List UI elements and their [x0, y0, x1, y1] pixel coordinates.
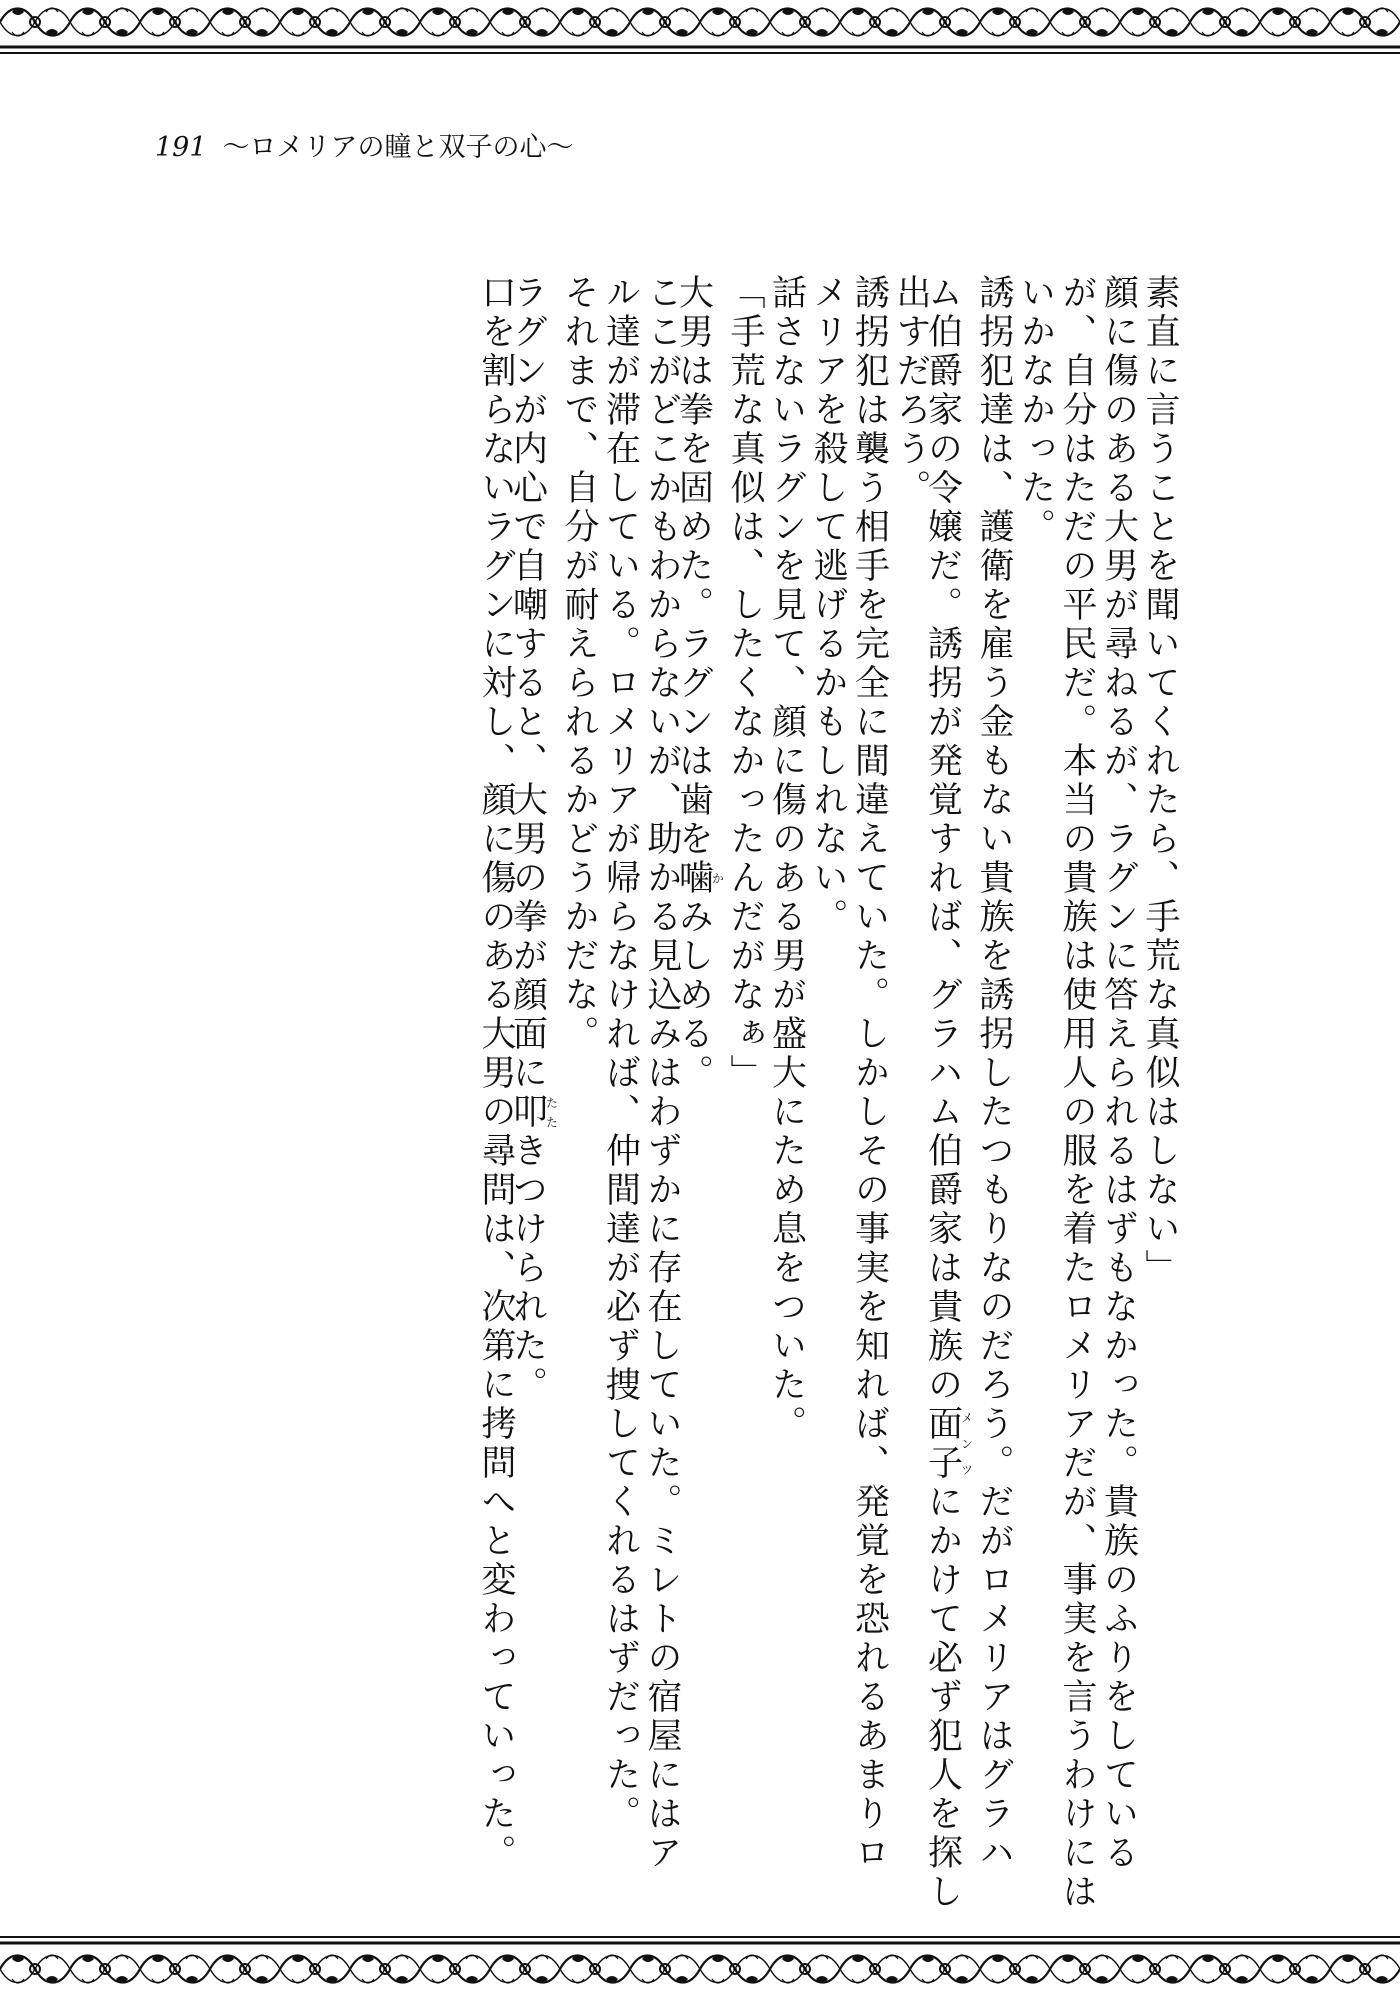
text-line: メリアを殺して逃げるかもしれない。: [808, 274, 848, 937]
text-line: 話さないラグンを見て、顔に傷のある男が盛大にため息をついた。: [766, 274, 807, 1444]
text-line: 「手荒な真似は、したくなかったんだがなぁ」: [725, 274, 765, 1093]
ruby-kamu: 噛か: [673, 859, 725, 898]
text-line: 素直に言うことを聞いてくれたら、手荒な真似はしない」: [1140, 274, 1180, 1288]
top-border-vine-pattern: [0, 0, 1400, 60]
text-line: が、自分はただの平民だ。本当の貴族は使用人の服を着たロメリアだが、事実を言うわけには: [1057, 274, 1097, 1912]
text-line: それまで、自分が耐えられるかどうかだな。: [559, 274, 599, 1054]
top-ornamental-border: [0, 0, 1400, 60]
text-line-with-ruby: ム伯爵家の令嬢だ。誘拐が発覚すれば、グラハム伯爵家は貴族の面子メンツにかけて必ず犯人を探し: [922, 274, 974, 1912]
text-line: 口を割らないラグンに対し、顔に傷のある大男の尋問は、次第に拷問へと変わっていった。: [476, 274, 516, 1873]
text-line: 誘拐犯達は、護衛を雇う金もない貴族を誘拐したつもりなのだろう。だがロメリアはグラハ: [974, 274, 1014, 1873]
running-header: [155, 128, 574, 168]
text-line: 誘拐犯は襲う相手を完全に間違えていた。しかしその事実を知れば、発覚を恐れるあまりロ: [849, 274, 890, 1873]
chapter-title: 〜ロメリアの瞳と双子の心〜: [222, 132, 574, 163]
text-line-with-ruby: 大男は拳を固めた。ラグンは歯を噛かみしめる。: [673, 274, 725, 1093]
bottom-border-vine-pattern: [0, 1931, 1400, 1991]
text-line: ここがどこかもわからないが、助かる見込みはわずかに存在していた。ミレトの宿屋にはア: [642, 274, 682, 1873]
ruby-mentsu: 面子メンツ: [922, 1405, 974, 1483]
bottom-ornamental-border: [0, 1931, 1400, 1991]
vertical-body-text: [150, 274, 1180, 1912]
text-line: いかなかった。: [1015, 274, 1056, 547]
text-line-with-ruby: ラグンが内心で自嘲すると、大男の拳が顔面に叩たたきつけられた。: [507, 274, 559, 1405]
text-line: 顔に傷のある大男が尋ねるが、ラグンに答えられるはずもなかった。貴族のふりをしている: [1098, 274, 1139, 1873]
page-number: 191: [155, 132, 207, 163]
text-line: 出すだろう。: [891, 274, 931, 508]
ruby-tataku: 叩たた: [507, 1093, 559, 1132]
text-line: ル達が滞在している。ロメリアが帰らなければ、仲間達が必ず捜してくれるはずだった。: [600, 274, 641, 1834]
